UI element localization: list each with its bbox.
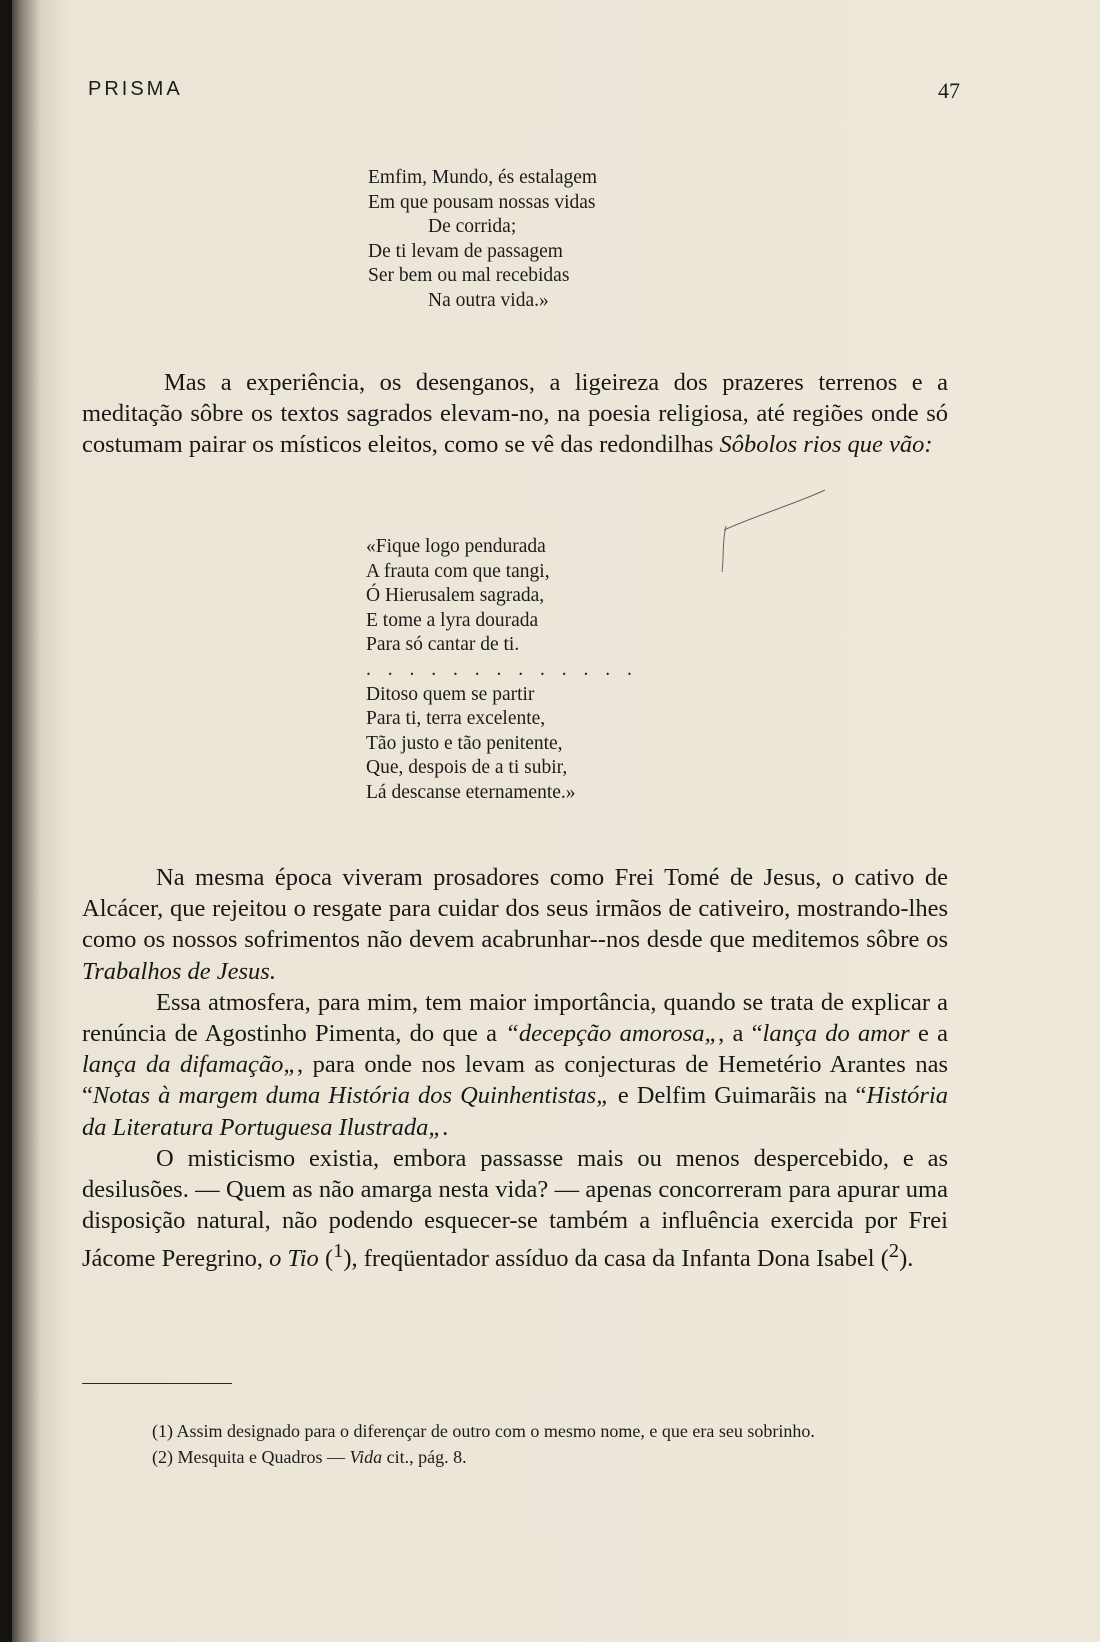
binding-shadow [0, 0, 12, 1642]
footnote-mark: (1) [152, 1421, 173, 1441]
verse-stanza-1 [368, 166, 597, 314]
verse-line: Em que pousam nossas vidas [368, 191, 596, 213]
italic-title: Trabalhos de Jesus. [82, 957, 276, 985]
footnote-text: cit., pág. 8. [382, 1447, 467, 1467]
verse-line: Ó Hierusalem sagrada, [366, 585, 545, 607]
verse-line: Lá descanse eternamente.» [366, 781, 576, 803]
paragraph-block [82, 862, 948, 1275]
paragraph-text: Essa atmosfera, para mim, tem maior importância, quando se trata de explicar a renúncia de Agostinho Pimenta, do que a [82, 988, 948, 1048]
italic-quote: lança da difamação„ [82, 1051, 298, 1079]
italic-title: Sôbolos rios que vão: [719, 431, 933, 459]
paragraph-text: Mas a experiência, os desenganos, a ligeireza dos prazeres terrenos e a meditação sôbre os textos sagrados elevam-no, na poesia religiosa, até regiões onde só costumam pairar os místicos eleitos, como se vê das redondilhas [82, 369, 948, 459]
verse-line: Ditoso quem se partir [366, 683, 535, 705]
verse-line: Ser bem ou mal recebidas [368, 265, 570, 287]
footnote-text: Assim designado para o diferençar de outro com o mesmo nome, e que era seu sobrinho. [173, 1421, 815, 1441]
paragraph-text: . [442, 1113, 449, 1141]
verse-line: De corrida; [428, 216, 517, 238]
footnote-1 [78, 1418, 944, 1444]
footnote-ref: 1 [333, 1240, 344, 1263]
verse-line: E tome a lyra dourada [366, 609, 539, 631]
verse-line: A frauta com que tangi, [366, 560, 550, 582]
footnotes [78, 1418, 944, 1470]
page-number: 47 [938, 78, 960, 103]
verse-line: Para só cantar de ti. [366, 634, 520, 656]
paragraph-1 [82, 367, 948, 461]
footnote-rule [82, 1383, 232, 1384]
paragraph-text: e Delfim Guimarãis na “ [609, 1082, 867, 1110]
verse-line: Na outra vida.» [428, 289, 549, 311]
verse-stanza-2 [366, 535, 638, 806]
italic-quote: “decepção amorosa„ [505, 1020, 719, 1048]
footnote-2 [78, 1444, 944, 1470]
verse-line: De ti levam de passagem [368, 240, 563, 262]
verse-line: Emfim, Mundo, és estalagem [368, 167, 598, 188]
verse-line: Que, despois de a ti subir, [366, 757, 568, 779]
ellipsis-row: . . . . . . . . . . . . . [366, 658, 638, 680]
italic-name: o Tio [269, 1245, 319, 1273]
italic-quote: lança do amor [762, 1020, 910, 1048]
paragraph-text: ( [318, 1245, 334, 1273]
paragraph-text: ), freqüentador assíduo da casa da Infanta Dona Isabel ( [343, 1245, 889, 1273]
paragraph-text: , a “ [718, 1020, 763, 1048]
running-title: PRISMA [88, 78, 183, 100]
paragraph-text: O misticismo existia, embora passasse mais ou menos despercebido, e as desilusões. — Quem as não amarga nesta vida? — apenas concorreram para apurar uma disposição natural, não podendo esquecer-se também a influência exercida por Frei Jácome Peregrino, [82, 1144, 948, 1273]
italic-title: Notas à margem duma História dos Quinhentistas„ [92, 1082, 610, 1110]
footnote-ref: 2 [888, 1240, 900, 1263]
footnote-text: Mesquita e Quadros — [173, 1447, 350, 1467]
pencil-mark-icon [720, 486, 830, 576]
page-header [88, 78, 960, 108]
verse-line: «Fique logo pendurada [366, 536, 546, 557]
paragraph-text: , para onde nos levam as conjecturas de Hemetério Arantes nas “ [82, 1051, 948, 1110]
paragraph-text: ). [899, 1245, 914, 1273]
footnote-mark: (2) [152, 1447, 173, 1467]
paragraph-text: Na mesma época viveram prosadores como Frei Tomé de Jesus, o cativo de Alcácer, que rejeitou o resgate para cuidar dos seus irmãos de cativeiro, mostrando-lhes como os nossos sofrimentos não devem acabrunhar--nos desde que meditemos sôbre os [82, 864, 948, 954]
verse-line: Para ti, terra excelente, [366, 708, 546, 730]
italic-title: História da Literatura Portuguesa Ilustrada„ [82, 1082, 949, 1141]
paragraph-text: e a [909, 1020, 948, 1048]
italic-title: Vida [349, 1447, 383, 1467]
verse-line: Tão justo e tão penitente, [366, 732, 563, 754]
